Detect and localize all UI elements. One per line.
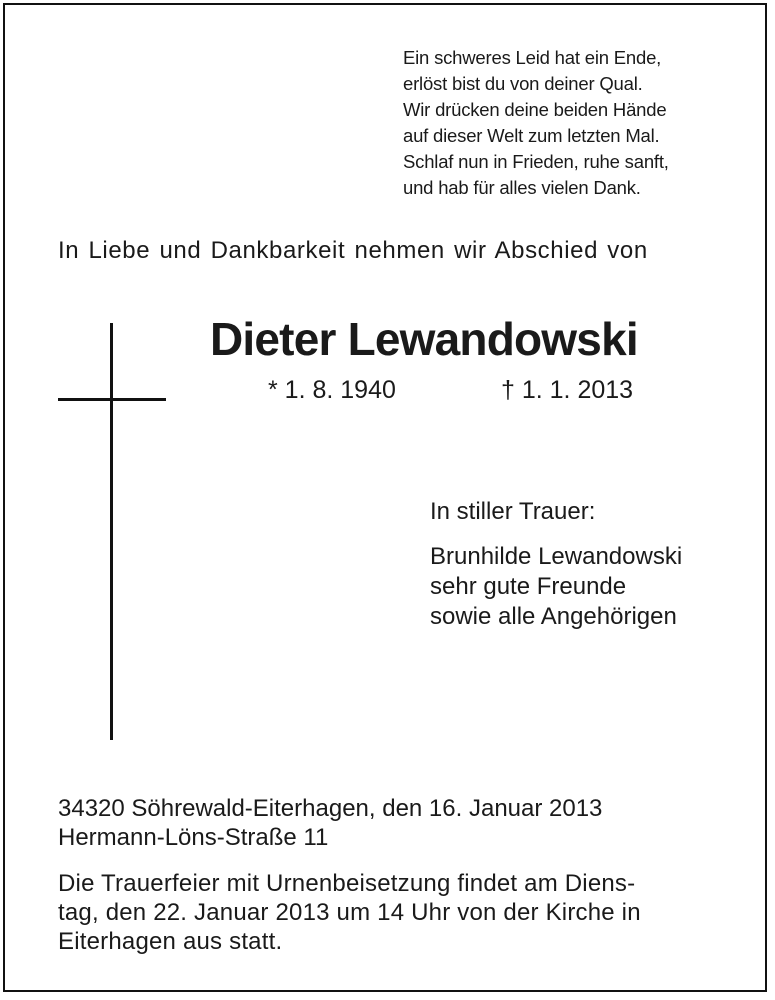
death-date: † 1. 1. 2013: [501, 376, 634, 404]
mourners-list: [430, 542, 682, 632]
deceased-name: Dieter Lewandowski: [210, 313, 638, 365]
service-info: [58, 869, 641, 956]
poem-line: auf dieser Welt zum letzten Mal.: [403, 125, 660, 146]
address-line: 34320 Söhrewald-Eiterhagen, den 16. Januar 2013: [58, 795, 603, 822]
poem-line: erlöst bist du von deiner Qual.: [403, 73, 643, 94]
address-block: [58, 794, 602, 852]
birth-date: * 1. 8. 1940: [268, 376, 396, 404]
mourning-heading: In stiller Trauer:: [430, 498, 596, 525]
poem-line: Schlaf nun in Frieden, ruhe sanft,: [403, 151, 669, 172]
poem-line: Wir drücken deine beiden Hände: [403, 99, 667, 120]
poem: [403, 45, 669, 201]
address-line: Hermann-Löns-Straße 11: [58, 824, 329, 851]
poem-line: Ein schweres Leid hat ein Ende,: [403, 47, 662, 68]
poem-line: und hab für alles vielen Dank.: [403, 177, 641, 198]
mourner-item: sowie alle Angehörigen: [430, 603, 677, 630]
service-line: Die Trauerfeier mit Urnenbeisetzung findet am Diens-: [58, 870, 636, 897]
service-line: tag, den 22. Januar 2013 um 14 Uhr von der Kirche in: [58, 899, 641, 926]
cross-icon-vertical-bar: [110, 323, 113, 740]
cross-icon-horizontal-bar: [58, 398, 166, 401]
intro-text: In Liebe und Dankbarkeit nehmen wir Abschied von: [58, 237, 648, 264]
mourner-item: Brunhilde Lewandowski: [430, 543, 683, 570]
service-line: Eiterhagen aus statt.: [58, 928, 283, 955]
mourner-item: sehr gute Freunde: [430, 573, 627, 600]
obituary-notice: [3, 3, 767, 992]
